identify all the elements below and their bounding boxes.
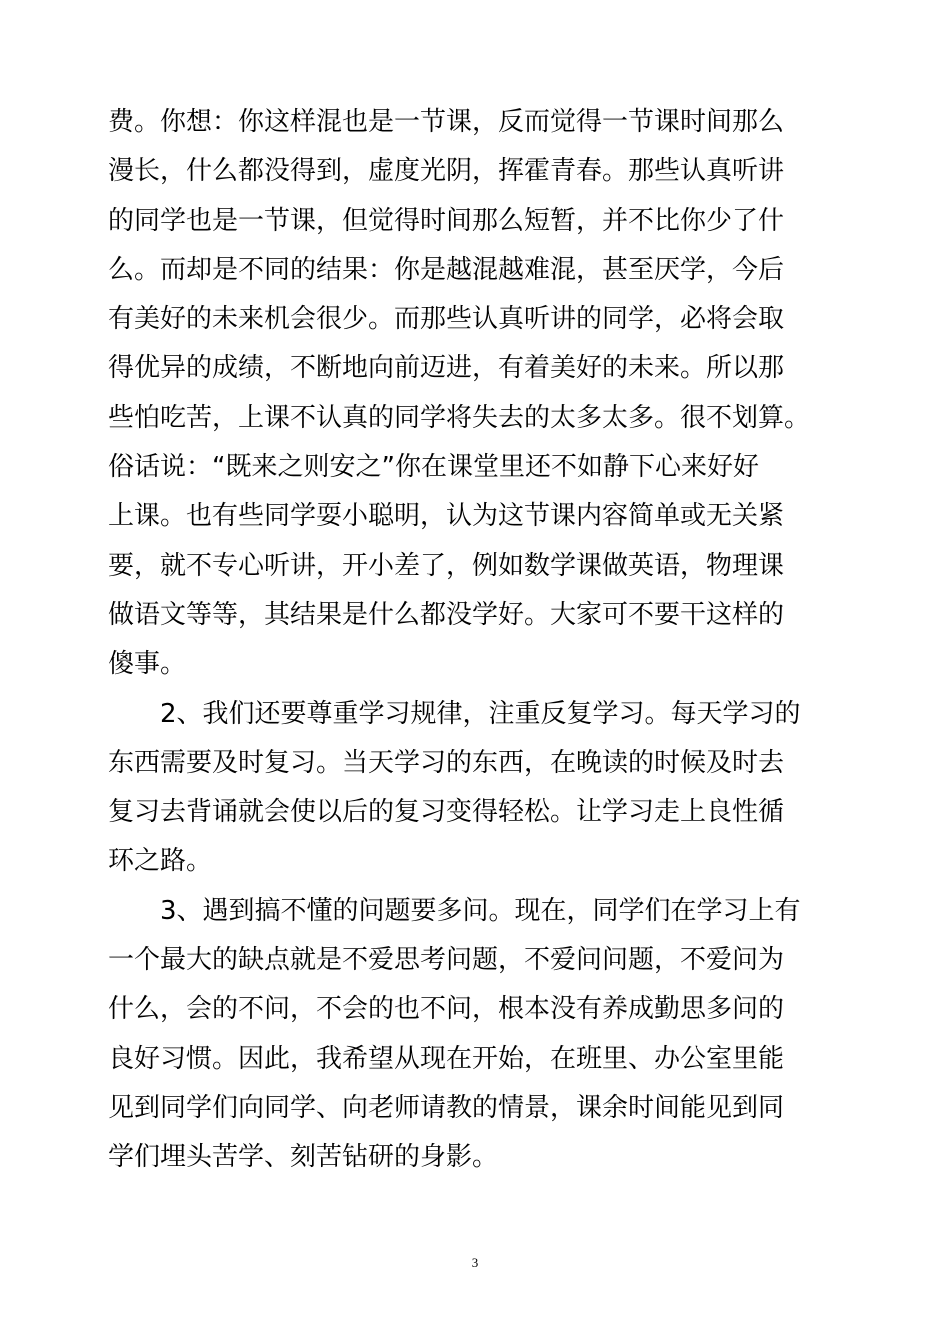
text-line-17: 3、遇到搞不懂的问题要多问。现在，同学们在学习上有 (108, 895, 801, 926)
text-line-8: 俗话说：“既来之则安之”你在课堂里还不如静下心来好好 (108, 452, 759, 483)
text-line-21: 见到同学们向同学、向老师请教的情景，课余时间能见到同 (108, 1092, 785, 1123)
text-line-13: 2、我们还要尊重学习规律，注重反复学习。每天学习的 (108, 698, 801, 729)
body-text (108, 98, 848, 1183)
text-line-7: 些怕吃苦，上课不认真的同学将失去的太多太多。很不划算。 (108, 402, 811, 433)
text-line-5: 有美好的未来机会很少。而那些认真听讲的同学，必将会取 (108, 304, 785, 335)
text-line-1: 费。你想：你这样混也是一节课，反而觉得一节课时间那么 (108, 107, 785, 137)
text-line-22: 学们埋头苦学、刻苦钻研的身影。 (108, 1142, 499, 1173)
text-line-16: 环之路。 (108, 846, 213, 877)
text-line-9: 上课。也有些同学耍小聪明，认为这节课内容简单或无关紧 (108, 501, 785, 532)
text-line-2: 漫长，什么都没得到，虚度光阴，挥霍青春。那些认真听讲 (108, 156, 785, 187)
text-line-15: 复习去背诵就会使以后的复习变得轻松。让学习走上良性循 (108, 797, 785, 828)
text-line-10: 要，就不专心听讲，开小差了，例如数学课做英语，物理课 (108, 550, 785, 581)
text-line-20: 良好习惯。因此，我希望从现在开始，在班里、办公室里能 (108, 1043, 785, 1074)
text-line-19: 什么，会的不问，不会的也不问，根本没有养成勤思多问的 (108, 994, 785, 1025)
text-line-4: 么。而却是不同的结果：你是越混越难混，甚至厌学，今后 (108, 254, 785, 285)
text-line-3: 的同学也是一节课，但觉得时间那么短暂，并不比你少了什 (108, 205, 785, 236)
text-line-6: 得优异的成绩，不断地向前迈进，有着美好的未来。所以那 (108, 353, 785, 384)
page-number: 3 (471, 1255, 479, 1270)
text-line-14: 东西需要及时复习。当天学习的东西，在晚读的时候及时去 (108, 747, 785, 778)
text-line-11: 做语文等等，其结果是什么都没学好。大家可不要干这样的 (108, 599, 785, 630)
text-line-18: 一个最大的缺点就是不爱思考问题，不爱问问题，不爱问为 (108, 945, 785, 976)
text-line-12: 傻事。 (108, 649, 187, 680)
